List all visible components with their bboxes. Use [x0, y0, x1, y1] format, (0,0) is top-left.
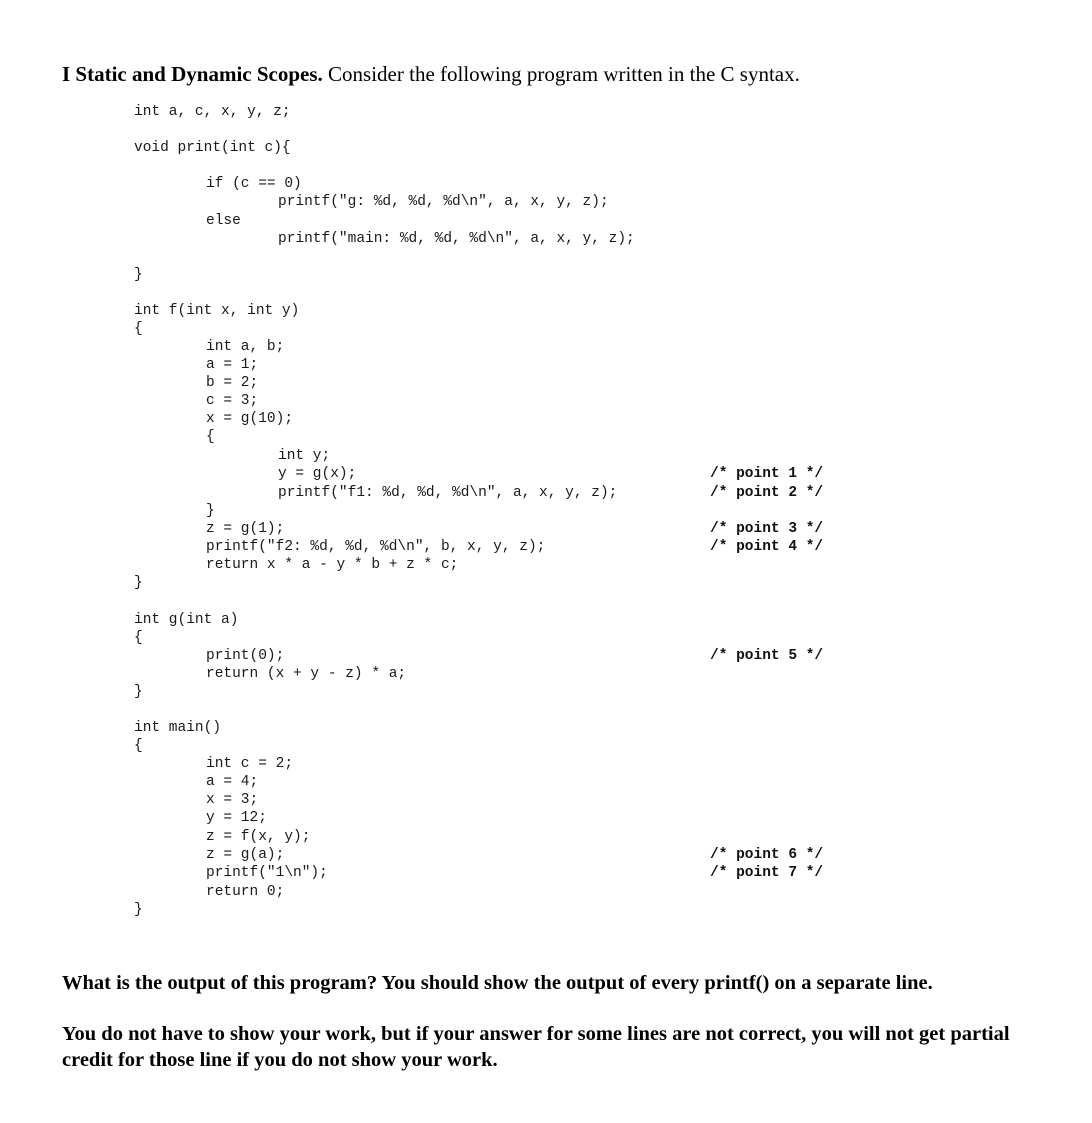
- code-line: int a, b;: [206, 339, 285, 355]
- code-line: }: [134, 267, 143, 283]
- question-output: What is the output of this program? You should show the output of every printf() on a separate line.: [62, 972, 933, 994]
- code-line: printf("main: %d, %d, %d\n", a, x, y, z);: [278, 231, 635, 247]
- code-line: }: [134, 684, 143, 700]
- code-line: return x * a - y * b + z * c;: [206, 557, 459, 573]
- problem-title: I Static and Dynamic Scopes.: [62, 62, 323, 86]
- code-line: x = 3;: [206, 792, 259, 808]
- code-line: printf("g: %d, %d, %d\n", a, x, y, z);: [278, 194, 609, 210]
- code-line: int g(int a): [134, 612, 239, 628]
- point-comment: /* point 7 */: [710, 865, 824, 881]
- point-comment: /* point 6 */: [710, 847, 824, 863]
- code-line: {: [134, 630, 143, 646]
- code-line: printf("f2: %d, %d, %d\n", b, x, y, z);: [206, 539, 546, 555]
- code-line: }: [134, 575, 143, 591]
- code-line: {: [134, 738, 143, 754]
- code-line: return (x + y - z) * a;: [206, 666, 407, 682]
- code-line: a = 1;: [206, 357, 259, 373]
- code-line: int f(int x, int y): [134, 303, 300, 319]
- point-comment: /* point 2 */: [710, 485, 824, 501]
- code-line: }: [134, 902, 143, 918]
- code-line: y = 12;: [206, 810, 267, 826]
- code-line: else: [206, 213, 241, 229]
- code-line: printf("1\n");: [206, 865, 328, 881]
- code-line: z = g(1);: [206, 521, 285, 537]
- code-line: print(0);: [206, 648, 285, 664]
- code-line: b = 2;: [206, 375, 259, 391]
- code-line: x = g(10);: [206, 411, 294, 427]
- point-comment: /* point 4 */: [710, 539, 824, 555]
- code-line: int a, c, x, y, z;: [134, 104, 291, 120]
- point-comment: /* point 1 */: [710, 466, 824, 482]
- code-line: int y;: [278, 448, 331, 464]
- code-line: }: [206, 503, 215, 519]
- code-line: void print(int c){: [134, 140, 291, 156]
- code-line: {: [134, 321, 143, 337]
- code-line: return 0;: [206, 884, 285, 900]
- point-comment: /* point 5 */: [710, 648, 824, 664]
- code-line: a = 4;: [206, 774, 259, 790]
- point-comment: /* point 3 */: [710, 521, 824, 537]
- code-line: printf("f1: %d, %d, %d\n", a, x, y, z);: [278, 485, 618, 501]
- question-partial-credit: You do not have to show your work, but if your answer for some lines are not correct, you will not get partial credit for those line if you do not show your work.: [62, 1023, 1010, 1071]
- code-line: c = 3;: [206, 393, 259, 409]
- code-line: z = g(a);: [206, 847, 285, 863]
- code-line: if (c == 0): [206, 176, 302, 192]
- code-line: int main(): [134, 720, 222, 736]
- problem-intro: Consider the following program written in the C syntax.: [322, 62, 800, 86]
- code-line: z = f(x, y);: [206, 829, 311, 845]
- code-line: {: [206, 429, 215, 445]
- code-line: int c = 2;: [206, 756, 294, 772]
- code-line: y = g(x);: [278, 466, 357, 482]
